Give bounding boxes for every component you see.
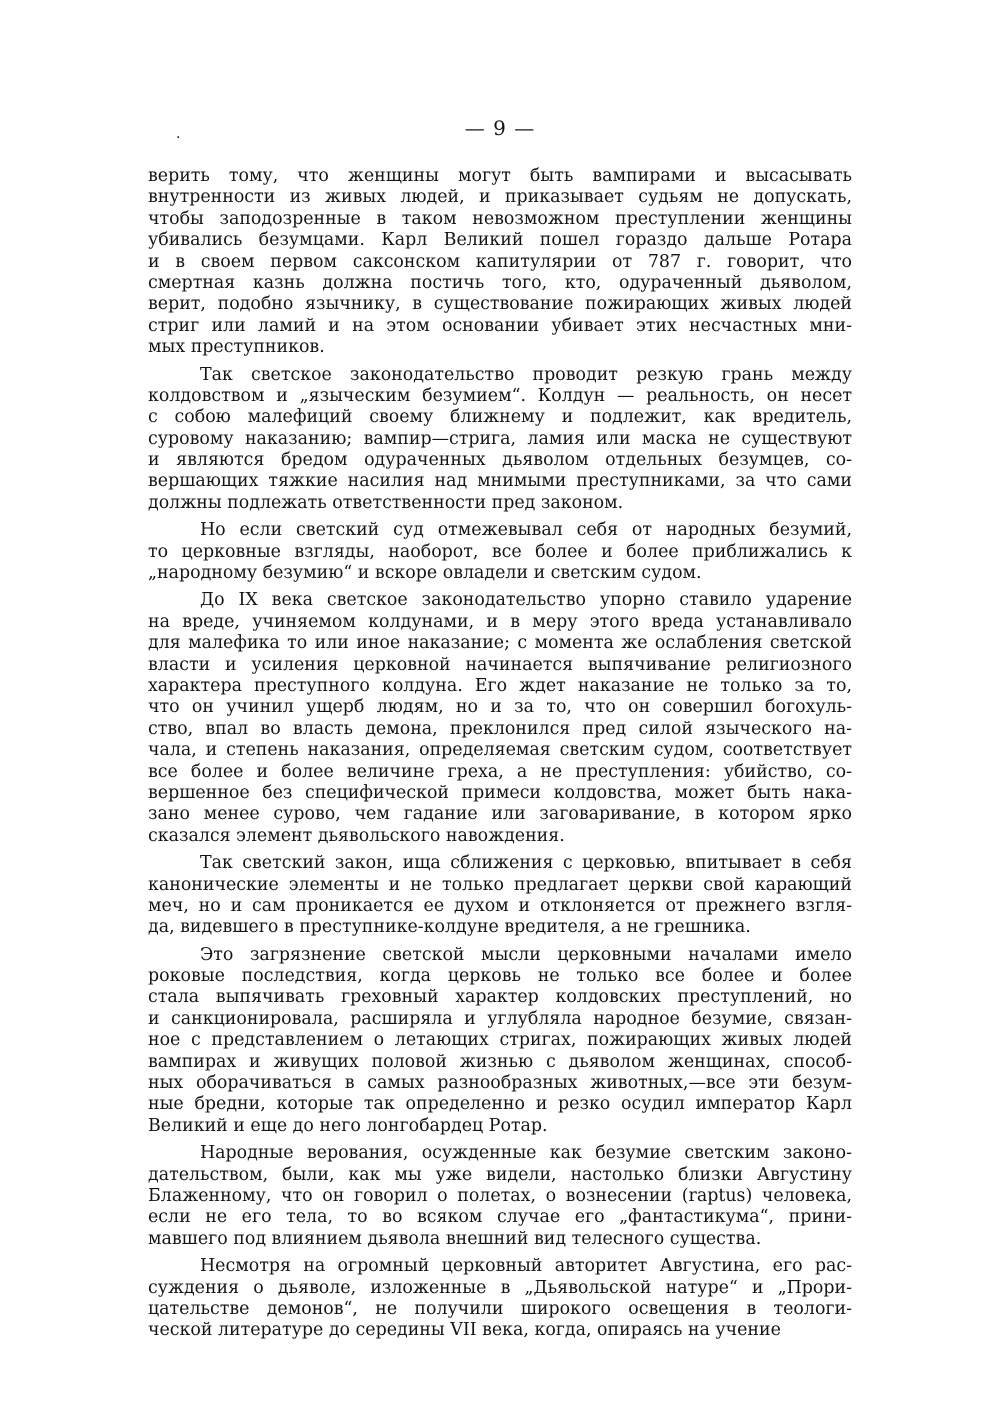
- page-number: — 9 —: [464, 116, 536, 140]
- text-line: с собою малефиций своему ближнему и подлежит, как вредитель,: [148, 407, 852, 428]
- text-line: Великий и еще до него лонгобардец Ротар.: [148, 1115, 548, 1136]
- text-line: вершенное без специфической примеси колдовства, может быть нака-: [148, 782, 852, 803]
- text-line: меч, но и сам проникается ее духом и отклоняется от прежнего взгля-: [148, 895, 852, 916]
- text-line: Народные верования, осужденные как безумие светским законо-: [200, 1143, 852, 1164]
- text-line: Но если светский суд отмежевывал себя от народных безумий,: [200, 520, 852, 541]
- text-line: суждения о дьяволе, изложенные в „Дьявольской натуре“ и „Прори-: [148, 1277, 852, 1298]
- paragraph: [148, 1256, 852, 1342]
- text-line: и санкционировала, расширяла и углубляла народное безумие, связан-: [148, 1008, 852, 1029]
- paragraph: [148, 365, 852, 515]
- text-line: дательством, были, как мы уже видели, настолько близки Августину: [148, 1164, 852, 1185]
- text-line: характера преступного колдуна. Его ждет наказание не только за то,: [148, 675, 852, 696]
- text-line: смертная казнь должна постичь того, кто, одураченный дьяволом,: [148, 272, 852, 293]
- paragraph: [148, 520, 852, 584]
- text-line: стала выпячивать греховный характер колдовских преступлений, но: [148, 987, 852, 1008]
- text-line: ное с представлением о летающих стригах, пожирающих живых людей: [148, 1030, 852, 1051]
- paragraph: [148, 945, 852, 1138]
- text-line: что он учинил ущерб людям, но и за то, что он совершил богохуль-: [148, 697, 852, 718]
- text-line: ство, впал во власть демона, преклонился пред силой языческого на-: [148, 718, 852, 739]
- text-line: вершающих тяжкие насилия над мнимыми преступниками, за что сами: [148, 471, 852, 492]
- text-line: и в своем первом саксонском капитулярии от 787 г. говорит, что: [148, 251, 852, 272]
- text-line: роковые последствия, когда церковь не только все более и более: [148, 966, 852, 987]
- text-line: да, видевшего в преступнике-колдуне вредителя, а не грешника.: [148, 917, 751, 938]
- text-line: если не его тела, то во всяком случае его „фантастикума“, прини-: [148, 1207, 852, 1228]
- text-line: мых преступников.: [148, 337, 325, 358]
- text-line: верит, подобно язычнику, в существование пожирающих живых людей: [148, 294, 852, 315]
- text-line: Блаженному, что он говорил о полетах, о вознесении (raptus) человека,: [148, 1185, 852, 1206]
- text-line: чала, и степень наказания, определяемая светским судом, соответствует: [148, 740, 852, 761]
- text-line: должны подлежать ответственности пред законом.: [148, 492, 624, 513]
- text-line: Так светский закон, ища сближения с церковью, впитывает в себя: [200, 853, 852, 874]
- text-line: и являются бредом одураченных дьяволом отдельных безумцев, со-: [148, 450, 852, 471]
- text-line: то церковные взгляды, наоборот, все более и более приближались к: [148, 541, 852, 562]
- paragraph: [148, 853, 852, 939]
- text-line: все более и более величине греха, а не преступления: убийство, со-: [148, 761, 852, 782]
- text-line: верить тому, что женщины могут быть вампирами и высасывать: [148, 166, 852, 186]
- text-line: колдовством и „языческим безумием“. Колдун — реальность, он несет: [148, 385, 852, 406]
- body-text: [148, 166, 852, 1348]
- text-line: Так светское законодательство проводит резкую грань между: [200, 364, 852, 385]
- text-line: убивались безумцами. Карл Великий пошел гораздо дальше Ротара: [148, 230, 852, 251]
- text-line: Это загрязнение светской мысли церковными началами имело: [200, 944, 852, 965]
- text-line: ческой литературе до середины VII века, когда, опираясь на учение: [148, 1320, 781, 1341]
- text-line: на вреде, учиняемом колдунами, и в меру этого вреда устанавливало: [148, 611, 852, 632]
- text-line: сказался элемент дьявольского навождения.: [148, 825, 565, 846]
- text-line: для малефика то или иное наказание; с момента же ослабления светской: [148, 633, 852, 654]
- text-line: ных оборачиваться в самых разнообразных животных,—все эти безум-: [148, 1073, 852, 1094]
- scan-speck: ·: [176, 130, 181, 146]
- paragraph: [148, 166, 852, 359]
- text-line: цательстве демонов“, не получили широкого освещения в теологи-: [148, 1298, 852, 1319]
- text-line: чтобы заподозренные в таком невозможном преступлении женщины: [148, 208, 852, 229]
- text-line: мавшего под влиянием дьявола внешний вид телесного существа.: [148, 1228, 762, 1249]
- text-line: суровому наказанию; вампир—стрига, ламия или маска не существуют: [148, 428, 852, 449]
- paragraph: [148, 1143, 852, 1250]
- text-line: зано менее сурово, чем гадание или заговаривание, в котором ярко: [148, 804, 852, 825]
- text-line: вампирах и живущих половой жизнью с дьяволом женщинах, способ-: [148, 1051, 852, 1072]
- text-line: „народному безумию“ и вскоре овладели и светским судом.: [148, 563, 702, 584]
- text-line: канонические элементы и не только предлагает церкви свой карающий: [148, 874, 852, 895]
- text-line: Несмотря на огромный церковный авторитет Августина, его рас-: [200, 1256, 852, 1277]
- text-line: ные бредни, которые так определенно и резко осудил император Карл: [148, 1094, 852, 1115]
- text-line: До IX века светское законодательство упорно ставило ударение: [200, 590, 852, 611]
- text-line: стриг или ламий и на этом основании убивает этих несчастных мни-: [148, 315, 852, 336]
- text-line: власти и усиления церковной начинается выпячивание религиозного: [148, 654, 852, 675]
- paragraph: [148, 590, 852, 847]
- text-line: внутренности из живых людей, и приказывает судьям не допускать,: [148, 187, 852, 208]
